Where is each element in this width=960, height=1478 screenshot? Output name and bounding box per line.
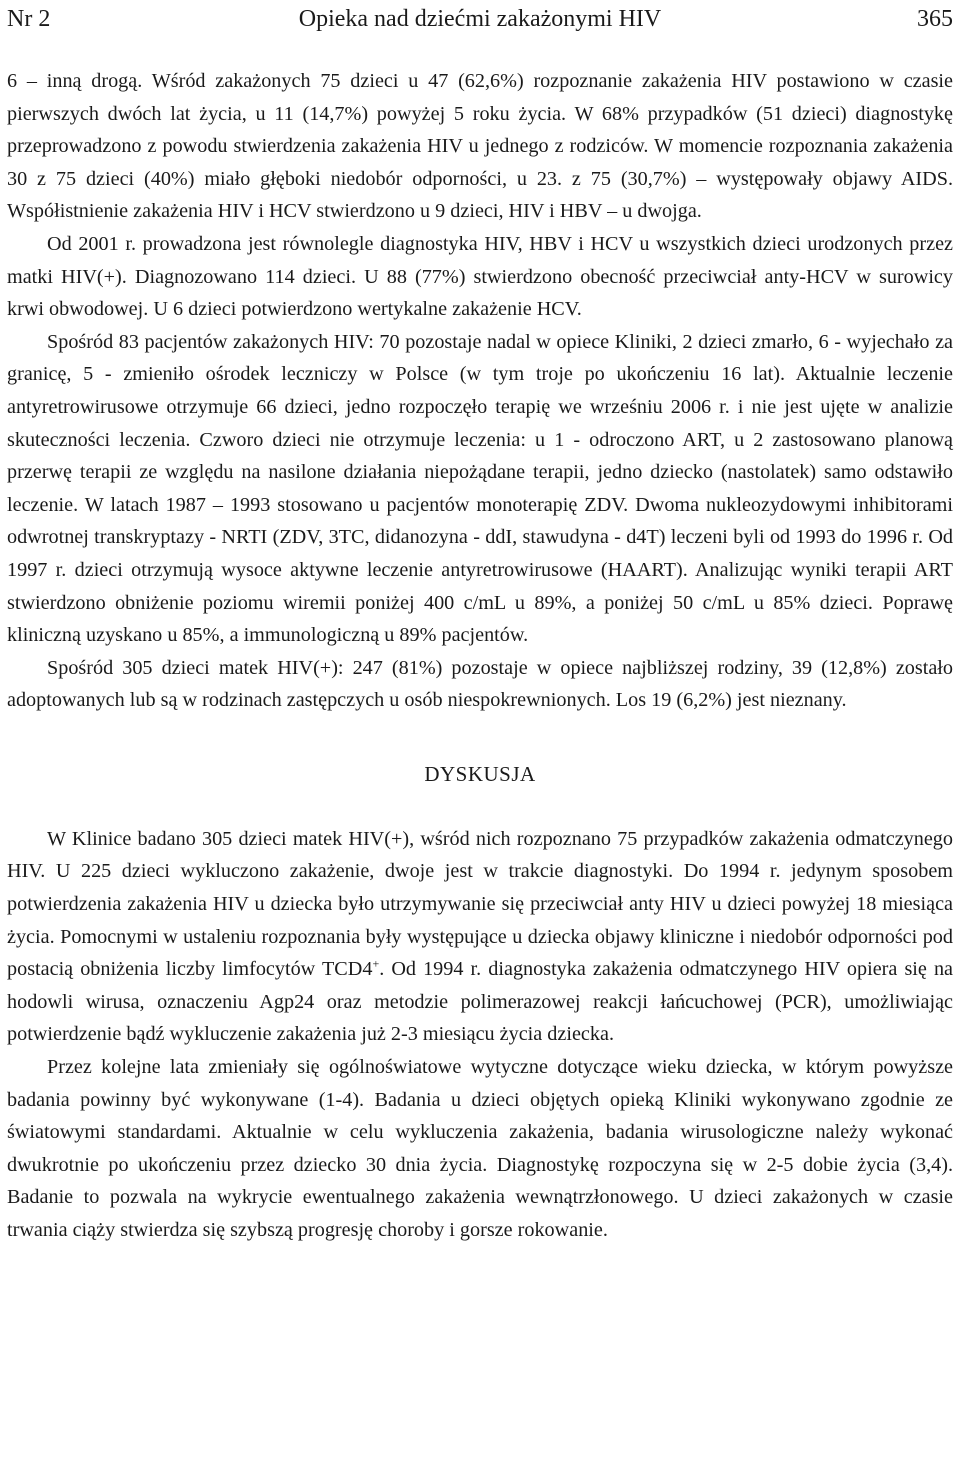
section-heading-discussion: DYSKUSJA xyxy=(424,761,536,786)
discussion-paragraph xyxy=(7,823,953,1051)
journal-page xyxy=(7,0,953,1247)
running-header xyxy=(7,0,953,36)
superscript-plus: + xyxy=(372,956,380,971)
article-body xyxy=(7,65,953,1247)
results-paragraph: Spośród 305 dzieci matek HIV(+): 247 (81%) pozostaje w opiece najbliższej rodziny, 39 (12,8%) zostało adoptowanych lub są w rodzinach zastępczych u osób niespokrewnionych. Los 19 (6,2%) jest nieznany. xyxy=(7,656,953,712)
results-paragraph: Spośród 83 pacjentów zakażonych HIV: 70 pozostaje nadal w opiece Kliniki, 2 dzieci zmarło, 6 - wyjechało za granicę, 5 - zmieniło ośrodek leczniczy w Polsce (w tym troje po ukończeniu 16 lat). Aktualnie leczenie antyretrowirusowe otrzymuje 66 dzieci, jedno rozpoczęło terapię we wrześniu 2006 r. i nie jest ujęte w analizie skuteczności leczenia. Czworo dzieci nie otrzymuje leczenia: u 1 - odroczono ART, u 2 zastosowano planową przerwę terapii ze względu na nasilone działania niepożądane terapii, jedno dziecko (nastolatek) samo odstawiło leczenie. W latach 1987 – 1993 stosowano u pacjentów monoterapię ZDV. Dwoma nukleozydowymi inhibitorami odwrotnej transkryptazy - NRTI (ZDV, 3TC, didanozyna - ddI, stawudyna - d4T) leczeni byli od 1993 do 1996 r. Od 1997 r. dzieci otrzymują wysoce aktywne leczenie antyretrowirusowe (HAART). Analizując wyniki terapii ART stwierdzono obniżenie poziomu wiremii poniżej 400 c/mL u 89%, a poniżej 50 c/mL u 85% dzieci. Poprawę kliniczną uzyskano u 85%, a immunologiczną u 89% pacjentów. xyxy=(7,330,953,647)
results-paragraph: 6 – inną drogą. Wśród zakażonych 75 dzieci u 47 (62,6%) rozpoznanie zakażenia HIV postawiono w czasie pierwszych dwóch lat życia, u 11 (14,7%) powyżej 5 roku życia. W 68% przypadków (51 dzieci) diagnostykę przeprowadzono z powodu stwierdzenia zakażenia HIV u jednego z rodziców. W momencie rozpoznania zakażenia 30 z 75 dzieci (40%) miało głęboki niedobór odporności, u 23. z 75 (30,7%) – występowały objawy AIDS. Współistnienie zakażenia HIV i HCV stwierdzono u 9 dzieci, HIV i HBV – u dwojga. xyxy=(7,70,953,223)
discussion-text: W Klinice badano 305 dzieci matek HIV(+), wśród nich rozpoznano 75 przypadków zakażenia odmatczynego HIV. U 225 dzieci wykluczono zakażenie, dwoje jest w trakcie diagnostyki. Do 1994 r. jedynym sposobem potwierdzenia zakażenia HIV u dziecka było utrzymywanie się przeciwciał anty HIV u dzieci powyżej 18 miesiąca życia. Pomocnymi w ustaleniu rozpoznania były występujące u dziecka objawy kliniczne i niedobór odporności pod postacią obniżenia liczby limfocytów TCD4 xyxy=(7,827,953,981)
issue-number: Nr 2 xyxy=(7,6,51,32)
discussion-paragraph: Przez kolejne lata zmieniały się ogólnoświatowe wytyczne dotyczące wieku dziecka, w którym powyższe badania powinny być wykonywane (1-4). Badania u dzieci objętych opieką Kliniki wykonywano zgodnie ze światowymi standardami. Aktualnie w celu wykluczenia zakażenia, badania wirusologiczne należy wykonać dwukrotnie po ukończeniu przez dziecko 30 dnia życia. Diagnostykę rozpoczyna się w 2-5 dobie życia (3,4). Badanie to pozwala na wykrycie ewentualnego zakażenia wewnątrzłonowego. U dzieci zakażonych w czasie trwania ciąży stwierdza się szybszą progresję choroby i gorsze rokowanie. xyxy=(7,1056,953,1241)
discussion-text: . Od 1994 r. diagnostyka zakażenia odmatczynego HIV opiera się na hodowli wirusa, oznaczeniu Agp24 oraz metodzie polimerazowej reakcji łańcuchowej (PCR), umożliwiając potwierdzenie bądź wykluczenie zakażenia już 2-3 miesiącu życia dziecka. xyxy=(7,958,953,1046)
results-paragraph: Od 2001 r. prowadzona jest równolegle diagnostyka HIV, HBV i HCV u wszystkich dzieci urodzonych przez matki HIV(+). Diagnozowano 114 dzieci. U 88 (77%) stwierdzono obecność przeciwciał anty-HCV w surowicy krwi obwodowej. U 6 dzieci potwierdzono wertykalne zakażenie HCV. xyxy=(7,232,953,321)
page-number: 365 xyxy=(917,6,953,32)
running-title: Opieka nad dziećmi zakażonymi HIV xyxy=(298,6,662,32)
